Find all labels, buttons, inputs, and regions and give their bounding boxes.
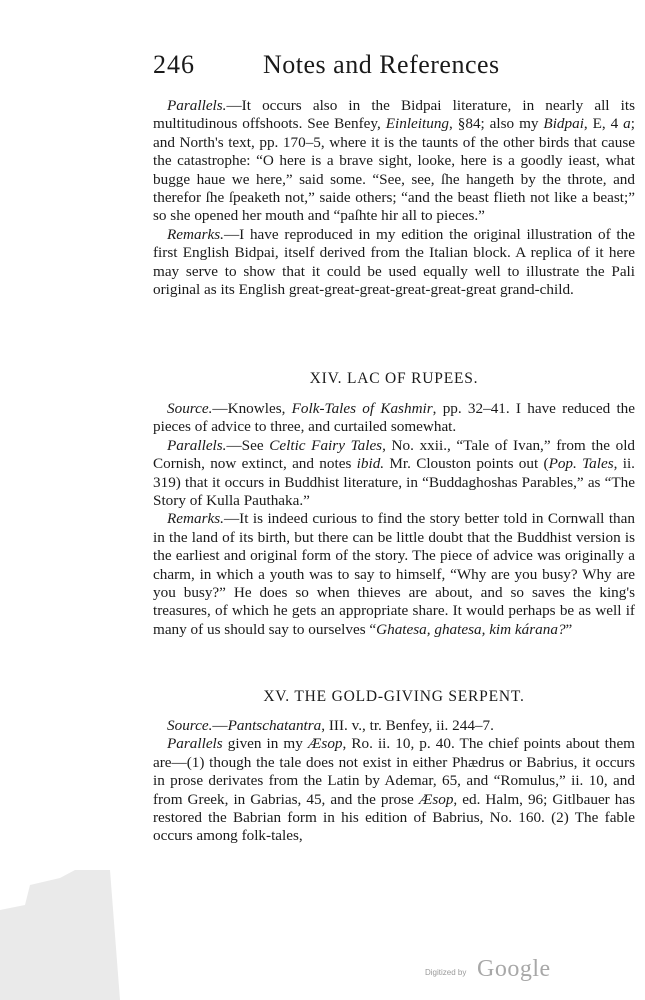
google-logo: Google: [477, 956, 551, 982]
parallels-paragraph: [153, 437, 635, 511]
source-paragraph: [153, 717, 635, 735]
text-run: , ed. Halm, 96; Gitlbauer has restored the Babrian form in his edition of Babrius, No. 160. (2) The fable occurs among folk-tales,: [153, 790, 636, 845]
text-run: —It is indeed curious to find the story better told in Cornwall than in the land of its birth, but there can be little doubt that the Buddhist version is the earliest and original form of the story. The piece of advice was originally a charm, in which a youth was to say to himself, “Why are you busy? Why are you busy?” He does so when thieves are about, and so saves the king's treasures, of which he gets an appropriate share. It would perhaps be as well if many of us should say to ourselves “: [153, 510, 635, 638]
italic-text: Remarks.: [167, 510, 224, 528]
source-paragraph: [153, 400, 635, 437]
italic-text: Æsop: [307, 735, 343, 753]
watermark-prefix: Digitized by: [425, 968, 467, 977]
text-run: —It occurs also in the Bidpai literature, in nearly all its multitudinous offshoots. See Benfey,: [153, 97, 635, 133]
italic-text: Æsop: [418, 790, 454, 808]
digitized-by-watermark: [395, 958, 625, 984]
parallels-paragraph: [153, 735, 635, 845]
italic-text: Einleitung: [385, 115, 450, 133]
italic-text: Source.: [167, 717, 213, 734]
text-run: ; and North's text, pp. 170–5, where it is the taunts of the other birds that cause the catastrophe: “O here is a brave sight, looke, here is a goodly ieast, what bugge haue we here,” said some. “See, see, ſhe hangeth by the throte, and therefor ſhe ſpeaketh not,” saide others; “and the beast flieth not like a beast;” so she opened her mouth and “paſhte hir all to pieces.”: [153, 115, 635, 225]
text-run: , §84; also my: [449, 115, 544, 133]
italic-text: Remarks.: [167, 225, 224, 243]
page-header: [153, 50, 533, 84]
italic-text: Folk-Tales of Kashmir: [291, 400, 433, 417]
text-run: —: [212, 717, 228, 734]
italic-text: Parallels.: [167, 436, 227, 454]
italic-text: Bidpai: [543, 115, 584, 133]
text-run: , No. xxii., “Tale of Ivan,” from the old Cornish, now extinct, and notes: [153, 436, 636, 473]
page-number: 246: [153, 50, 195, 79]
italic-text: Pop. Tales: [548, 455, 614, 473]
italic-text: Parallels.: [167, 97, 227, 114]
italic-text: a: [623, 115, 631, 133]
italic-text: ibid.: [356, 455, 385, 473]
text-run: given in my: [222, 735, 308, 753]
running-title: Notes and References: [263, 50, 500, 79]
section-xv-notes: [153, 717, 635, 846]
text-run: ”: [565, 620, 573, 638]
italic-text: Celtic Fairy Tales: [269, 436, 383, 454]
remarks-paragraph: [153, 510, 635, 639]
section-xiv-notes: [153, 400, 635, 639]
text-run: —I have reproduced in my edition the original illustration of the first English Bidpai, itself derived from the Italian block. A replica of it here may serve to show that it could be used equally well to illustrate the Pali original as its English great-great-great-great-great-great grand-child.: [153, 225, 635, 299]
italic-text: Pantschatantra: [227, 717, 322, 734]
text-run: , ii. 319) that it occurs in Buddhist literature, in “Buddaghoshas Parables,” as “The Story of Kulla Pauthaka.”: [153, 455, 635, 510]
text-run: —See: [226, 436, 270, 454]
text-run: , pp. 32–41. I have reduced the pieces of advice to three, and curtailed somewhat.: [153, 400, 635, 436]
section-xiii-notes: [153, 97, 635, 299]
text-run: , III. v., tr. Benfey, ii. 244–7.: [321, 717, 494, 734]
section-heading-xiv: XIV. LAC OF RUPEES.: [309, 370, 479, 387]
parallels-paragraph: [153, 97, 635, 226]
text-run: —Knowles,: [212, 400, 292, 417]
italic-text: Ghatesa, ghatesa, kim kárana?: [376, 620, 566, 638]
text-run: Mr. Clouston points out (: [384, 455, 549, 473]
scan-shadow-artifact: [0, 870, 120, 1000]
section-heading-xv: XV. THE GOLD-GIVING SERPENT.: [263, 688, 525, 705]
text-run: , E, 4: [583, 115, 624, 133]
text-run: , Ro. ii. 10, p. 40. The chief points about them are—(1) though the tale does not exist in either Phædrus or Babrius, it occurs in prose derivates from the Latin by Ademar, 65, and “Romulus,” ii. 10, and from Greek, in Gabrias, 45, and the prose: [153, 735, 635, 808]
italic-text: Parallels: [167, 735, 223, 753]
remarks-paragraph: [153, 226, 635, 300]
italic-text: Source.: [167, 400, 213, 417]
